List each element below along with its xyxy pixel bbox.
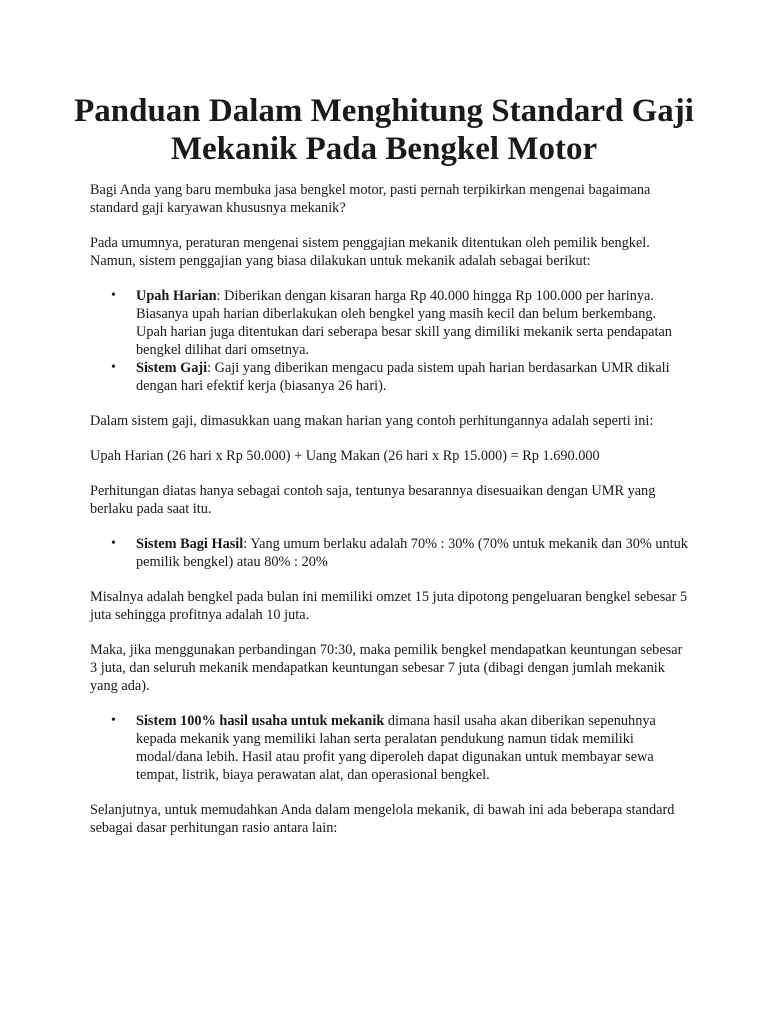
ratio-paragraph: Maka, jika menggunakan perbandingan 70:30, maka pemilik bengkel mendapatkan keuntungan sebesar 3 juta, dan seluruh mekanik mendapatkan keuntungan sebesar 7 juta (dibagi dengan jumlah mekanik yang ada). [90,642,683,694]
bullet-icon: • [111,288,116,303]
bullet-icon: • [111,536,116,551]
bullet-icon: • [111,713,116,728]
list-item-upah-harian [111,287,690,359]
full-profit-list [90,712,690,784]
document-title [60,92,708,168]
list-item-description: : Yang umum berlaku adalah 70% : 30% (70% untuk mekanik dan 30% untuk pemilik bengkel) atau 80% : 20% [136,536,688,570]
list-item-sistem-gaji [111,359,690,395]
list-item-bagi-hasil [111,535,690,571]
list-item-description: : Gaji yang diberikan mengacu pada sistem upah harian berdasarkan UMR dikali dengan hari efektif kerja (biasanya 26 hari). [136,360,670,394]
example-paragraph: Misalnya adalah bengkel pada bulan ini memiliki omzet 15 juta dipotong pengeluaran bengkel sebesar 5 juta sehingga profitnya adalah 10 juta. [90,589,688,623]
list-item-term: Sistem Bagi Hasil [136,536,244,552]
bullet-icon: • [111,360,116,375]
list-item-description: : Diberikan dengan kisaran harga Rp 40.000 hingga Rp 100.000 per harinya. Biasanya upah harian diberlakukan oleh bengkel yang masih kecil dan belum berkembang. Upah harian juga ditentukan dari seberapa besar skill yang dimiliki mekanik serta pendapatan bengkel dilihat dari omsetnya. [136,288,672,358]
next-paragraph: Selanjutnya, untuk memudahkan Anda dalam mengelola mekanik, di bawah ini ada beberapa standard sebagai dasar perhitungan rasio antara lain: [90,802,675,836]
salary-system-list [90,287,690,395]
intro-paragraph: Bagi Anda yang baru membuka jasa bengkel motor, pasti pernah terpikirkan mengenai bagaimana standard gaji karyawan khususnya mekanik? [90,182,651,216]
note-paragraph: Perhitungan diatas hanya sebagai contoh saja, tentunya besarannya disesuaikan dengan UMR yang berlaku pada saat itu. [90,483,656,517]
general-paragraph: Pada umumnya, peraturan mengenai sistem penggajian mekanik ditentukan oleh pemilik bengkel. Namun, sistem penggajian yang biasa dilakukan untuk mekanik adalah sebagai berikut: [90,235,650,269]
list-item-description: dimana hasil usaha akan diberikan sepenuhnya kepada mekanik yang memiliki lahan serta peralatan pendukung namun tidak memiliki modal/dana lebih. Hasil atau profit yang diperoleh dapat digunakan untuk membayar sewa tempat, listrik, biaya perawatan alat, dan operasional bengkel. [136,713,656,783]
meal-allowance-paragraph: Dalam sistem gaji, dimasukkan uang makan harian yang contoh perhitungannya adalah seperti ini: [90,413,654,429]
list-item-100-persen [111,712,690,784]
document-body [90,181,690,854]
formula-paragraph: Upah Harian (26 hari x Rp 50.000) + Uang Makan (26 hari x Rp 15.000) = Rp 1.690.000 [90,448,600,464]
list-item-term: Sistem 100% hasil usaha untuk mekanik [136,713,385,729]
list-item-term: Upah Harian [136,288,217,304]
title-line-1: Panduan Dalam Menghitung Standard Gaji [74,93,694,129]
title-line-2: Mekanik Pada Bengkel Motor [170,131,598,167]
profit-share-list [90,535,690,571]
list-item-term: Sistem Gaji [136,360,208,376]
